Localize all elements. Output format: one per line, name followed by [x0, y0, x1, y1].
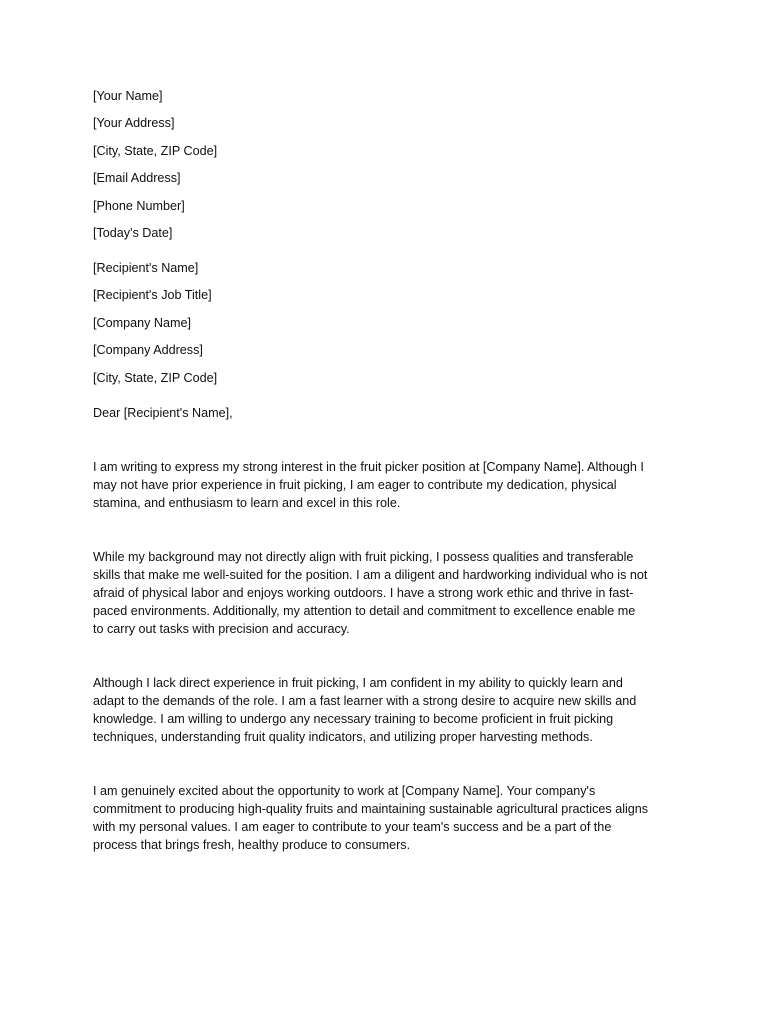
- sender-name: [Your Name]: [93, 89, 163, 103]
- paragraph-line: knowledge. I am willing to undergo any necessary training to become proficient in fruit picking: [93, 711, 614, 726]
- paragraph-4: [93, 782, 683, 854]
- salutation: [93, 404, 683, 422]
- recipient-city: [City, State, ZIP Code]: [93, 370, 218, 385]
- recipient-name: [Recipient's Name]: [93, 260, 199, 275]
- recipient-job-title: [Recipient's Job Title]: [93, 288, 212, 303]
- paragraph-line: skills that make me well-suited for the position. I am a diligent and hardworking individual who is not: [93, 567, 648, 582]
- recipient-address: [Company Address]: [93, 343, 203, 358]
- paragraph-line: I am writing to express my strong interest in the fruit picker position at [Company Name]. Although I: [93, 459, 644, 474]
- paragraph-line: While my background may not directly align with fruit picking, I possess qualities and transferable: [93, 549, 634, 564]
- paragraph-line: with my personal values. I am eager to contribute to your team's success and be a part of the: [93, 819, 612, 834]
- paragraph-line: adapt to the demands of the role. I am a fast learner with a strong desire to acquire new skills and: [93, 693, 637, 708]
- letter-body: [93, 87, 683, 854]
- salutation-text: Dear [Recipient's Name],: [93, 405, 233, 420]
- paragraph-1: [93, 458, 683, 512]
- paragraph-line: process that brings fresh, healthy produce to consumers.: [93, 837, 411, 852]
- sender-date: [Today's Date]: [93, 225, 173, 240]
- paragraph-line: may not have prior experience in fruit picking, I am eager to contribute my dedication, physical: [93, 477, 617, 492]
- sender-email: [Email Address]: [93, 171, 181, 186]
- recipient-block: [93, 259, 683, 387]
- paragraph-line: paced environments. Additionally, my attention to detail and commitment to excellence enable me: [93, 603, 636, 618]
- paragraph-line: techniques, understanding fruit quality indicators, and utilizing proper harvesting methods.: [93, 729, 593, 744]
- paragraph-line: stamina, and enthusiasm to learn and excel in this role.: [93, 495, 401, 510]
- paragraph-line: commitment to producing high-quality fruits and maintaining sustainable agricultural practices aligns: [93, 801, 649, 816]
- paragraph-line: afraid of physical labor and enjoys working outdoors. I have a strong work ethic and thrive in fast-: [93, 585, 634, 600]
- sender-address: [Your Address]: [93, 116, 175, 131]
- paragraph-3: [93, 674, 683, 746]
- paragraph-line: Although I lack direct experience in fruit picking, I am confident in my ability to quickly learn and: [93, 675, 623, 690]
- sender-city: [City, State, ZIP Code]: [93, 143, 218, 158]
- recipient-company: [Company Name]: [93, 315, 191, 330]
- paragraph-2: [93, 548, 683, 638]
- sender-block: [93, 87, 683, 242]
- paragraph-line: to carry out tasks with precision and accuracy.: [93, 621, 350, 636]
- sender-phone: [Phone Number]: [93, 198, 185, 213]
- paragraph-line: I am genuinely excited about the opportunity to work at [Company Name]. Your company's: [93, 783, 596, 798]
